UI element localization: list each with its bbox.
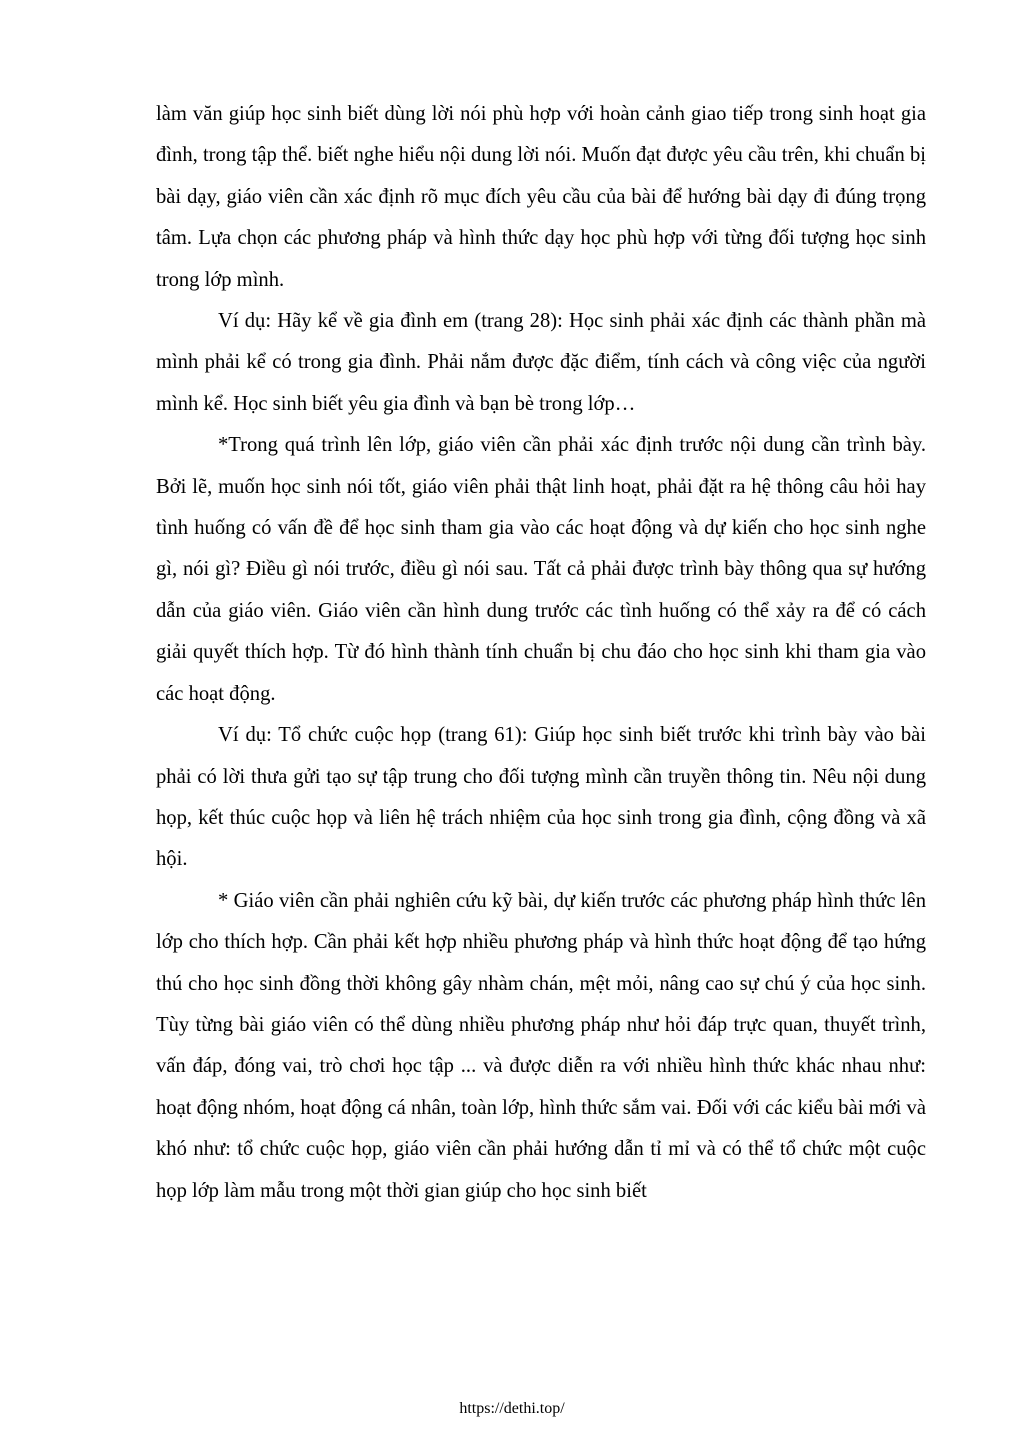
paragraph-teaching-methods: * Giáo viên cần phải nghiên cứu kỹ bài, dự kiến trước các phương pháp hình thức lên lớp cho thích hợp. Cần phải kết hợp nhiều phương pháp và hình thức hoạt động để tạo hứng thú cho học sinh đồng thời không gây nhàm chán, mệt mỏi, nâng cao sự chú ý của học sinh. Tùy từng bài giáo viên có thể dùng nhiều phương pháp như hỏi đáp trực quan, thuyết trình, vấn đáp, đóng vai, trò chơi học tập ... và được diễn ra với nhiều hình thức khác nhau như: hoạt động nhóm, hoạt động cá nhân, toàn lớp, hình thức sắm vai. Đối với các kiểu bài mới và khó như: tổ chức cuộc họp, giáo viên cần phải hướng dẫn tỉ mỉ và có thể tổ chức một cuộc họp lớp làm mẫu trong một thời gian giúp cho học sinh biết	[156, 889, 926, 1202]
paragraph-lesson-preparation: *Trong quá trình lên lớp, giáo viên cần phải xác định trước nội dung cần trình bày. Bởi lẽ, muốn học sinh nói tốt, giáo viên phải thật linh hoạt, phải đặt ra hệ thông câu hỏi hay tình huống có vấn đề để học sinh tham gia vào các hoạt động và dự kiến cho học sinh nghe gì, nói gì? Điều gì nói trước, điều gì nói sau. Tất cả phải được trình bày thông qua sự hướng dẫn của giáo viên. Giáo viên cần hình dung trước các tình huống có thể xảy ra để có cách giải quyết thích hợp. Từ đó hình thành tính chuẩn bị chu đáo cho học sinh khi tham gia vào các hoạt động.	[156, 434, 926, 705]
footer-url: https://dethi.top/	[459, 1400, 565, 1417]
paragraph-continuation: làm văn giúp học sinh biết dùng lời nói phù hợp với hoàn cảnh giao tiếp trong sinh hoạt gia đình, trong tập thể. biết nghe hiểu nội dung lời nói. Muốn đạt được yêu cầu trên, khi chuẩn bị bài dạy, giáo viên cần xác định rõ mục đích yêu cầu của bài để hướng bài dạy đi đúng trọng tâm. Lựa chọn các phương pháp và hình thức dạy học phù hợp với từng đối tượng học sinh trong lớp mình.	[156, 103, 926, 291]
paragraph-example-family: Ví dụ: Hãy kể về gia đình em (trang 28): Học sinh phải xác định các thành phần mà mình phải kể có trong gia đình. Phải nắm được đặc điểm, tính cách và công việc của người mình kể. Học sinh biết yêu gia đình và bạn bè trong lớp…	[156, 310, 926, 415]
paragraph-example-meeting: Ví dụ: Tổ chức cuộc họp (trang 61): Giúp học sinh biết trước khi trình bày vào bài phải có lời thưa gửi tạo sự tập trung cho đối tượng mình cần truyền thông tin. Nêu nội dung họp, kết thúc cuộc họp và liên hệ trách nhiệm của học sinh trong gia đình, cộng đồng và xã hội.	[156, 724, 926, 871]
document-body	[156, 94, 926, 1212]
